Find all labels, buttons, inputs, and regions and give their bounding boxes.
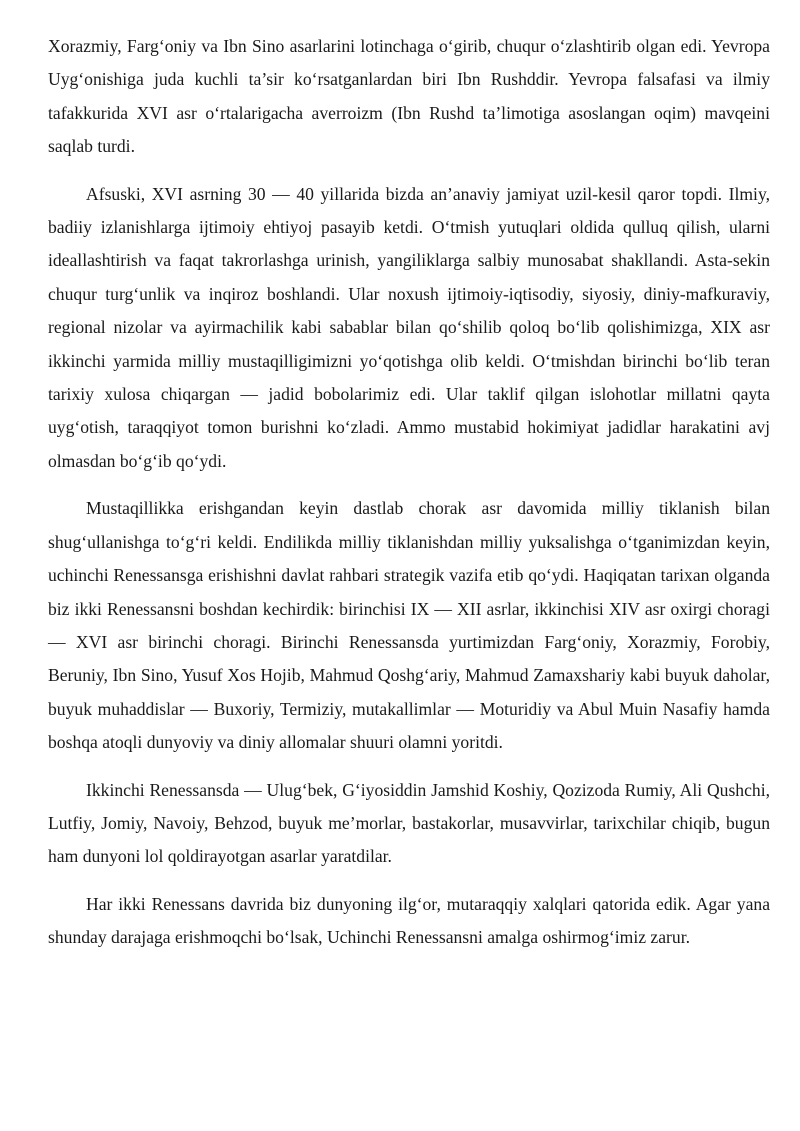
paragraph-independence: Mustaqillikka erishgandan keyin dastlab chorak asr davomida milliy tiklanish bilan shug‘ullanishga to‘g‘ri keldi. Endilikda milliy tiklanishdan milliy yuksalishga o‘tganimizdan keyin, uchinchi Renessansga erishishni davlat rahbari strategik vazifa etib qo‘ydi. Haqiqatan tarixan olganda biz ikki Renessansni boshdan kechirdik: birinchisi IX — XII asrlar, ikkinchisi XIV asr oxirgi choragi — XVI asr birinchi choragi. Birinchi Renessansda yurtimizdan Farg‘oniy, Xorazmiy, Forobiy, Beruniy, Ibn Sino, Yusuf Xos Hojib, Mahmud Qoshg‘ariy, Mahmud Zamaxshariy kabi buyuk daholar, buyuk muhaddislar — Buxoriy, Termiziy, mutakallimlar — Moturidiy va Abul Muin Nasafiy hamda boshqa atoqli dunyoviy va diniy allomalar shuuri olamni yoritdi. <box>48 498 770 753</box>
paragraph-decline: Afsuski, XVI asrning 30 — 40 yillarida bizda an’anaviy jamiyat uzil-kesil qaror topdi. Ilmiy, badiiy izlanishlarga ijtimoiy ehtiyoj pasayib ketdi. O‘tmish yutuqlari oldida qulluq qilish, ularni ideallashtirish va faqat takrorlashga urinish, yangiliklarga salbiy munosabat shakllandi. Asta-sekin chuqur turg‘unlik va inqiroz boshlandi. Ular noxush ijtimoiy-iqtisodiy, siyosiy, diniy-mafkuraviy, regional nizolar va ayirmachilik kabi sabablar bilan qo‘shilib qoloq bo‘lib qolishimizga, XIX asr ikkinchi yarmida milliy mustaqilligimizni yo‘qotishga olib keldi. O‘tmishdan birinchi bo‘lib teran tarixiy xulosa chiqargan — jadid bobolarimiz edi. Ular taklif qilgan islohotlar millatni qayta uyg‘otish, taraqqiyot tomon burishni ko‘zladi. Ammo mustabid hokimiyat jadidlar harakatini avj olmasdan bo‘g‘ib qo‘ydi. <box>48 183 770 471</box>
paragraph-continuation: Xorazmiy, Farg‘oniy va Ibn Sino asarlarini lotinchaga o‘girib, chuqur o‘zlashtirib olgan edi. Yevropa Uyg‘onishiga juda kuchli ta’sir ko‘rsatganlardan biri Ibn Rushddir. Yevropa falsafasi va ilmiy tafakkurida XVI asr o‘rtalarigacha averroizm (Ibn Rushd ta’limotiga asoslangan oqim) mavqeini saqlab turdi. <box>48 36 770 157</box>
document-page <box>48 30 770 969</box>
paragraph-second-renaissance: Ikkinchi Renessansda — Ulug‘bek, G‘iyosiddin Jamshid Koshiy, Qozizoda Rumiy, Ali Qushchi, Lutfiy, Jomiy, Navoiy, Behzod, buyuk me’morlar, bastakorlar, musavvirlar, tarixchilar chiqib, bugun ham dunyoni lol qoldirayotgan asarlar yaratdilar. <box>48 779 770 867</box>
paragraph-conclusion: Har ikki Renessans davrida biz dunyoning ilg‘or, mutaraqqiy xalqlari qatorida edik. Agar yana shunday darajaga erishmoqchi bo‘lsak, Uchinchi Renessansni amalga oshirmog‘imiz zarur. <box>48 893 770 948</box>
